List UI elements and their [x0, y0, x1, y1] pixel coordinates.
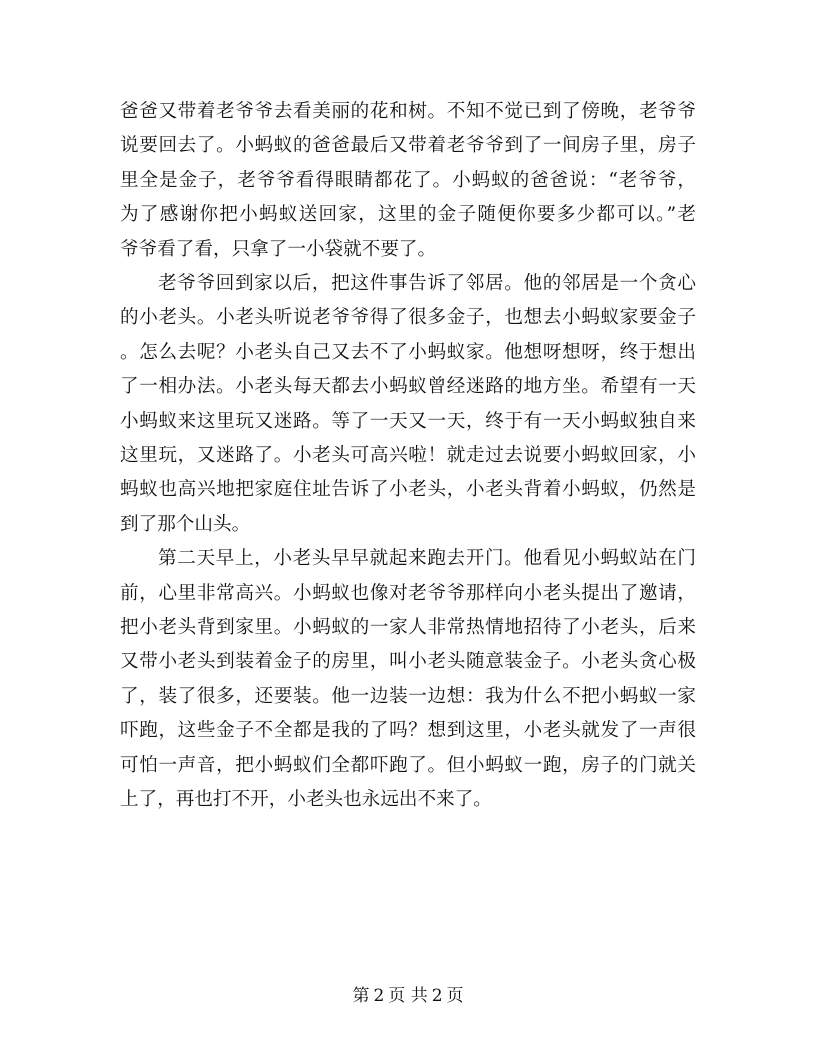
paragraph-line: 可怕一声音，把小蚂蚁们全都吓跑了。但小蚂蚁一跑，房子的门就关 — [120, 754, 696, 776]
paragraph-line: 爷爷看了看，只拿了一小袋就不要了。 — [120, 238, 437, 260]
footer-middle: 页 共 — [388, 986, 428, 1006]
footer-prefix: 第 — [352, 986, 370, 1006]
paragraph-line: 这里玩，又迷路了。小老头可高兴啦！就走过去说要小蚂蚁回家，小 — [120, 445, 696, 466]
paragraph-line: 里全是金子，老爷爷看得眼睛都花了。小蚂蚁的爸爸说：“老爷爷， — [120, 169, 696, 191]
paragraph-line: 。怎么去呢？小老头自己又去不了小蚂蚁家。他想呀想呀，终于想出 — [120, 341, 696, 363]
footer-page-number: 2 — [373, 986, 385, 1006]
paragraph-line: 前，心里非常高兴。小蚂蚁也像对老爷爷那样向小老头提出了邀请， — [120, 582, 696, 604]
paragraph-line: 了一相办法。小老头每天都去小蚂蚁曾经迷路的地方坐。希望有一天 — [120, 376, 696, 398]
paragraph-line: 爸爸又带着老爷爷去看美丽的花和树。不知不觉已到了傍晚，老爷爷 — [120, 101, 696, 122]
paragraph-line: 把小老头背到家里。小蚂蚁的一家人非常热情地招待了小老头，后来 — [120, 617, 696, 638]
paragraph-line: 蚂蚁也高兴地把家庭住址告诉了小老头，小老头背着小蚂蚁，仍然是 — [120, 479, 696, 501]
paragraph-line: 又带小老头到装着金子的房里，叫小老头随意装金子。小老头贪心极 — [120, 651, 696, 673]
paragraph-line: 老爷爷回到家以后，把这件事告诉了邻居。他的邻居是一个贪心 — [158, 273, 696, 294]
paragraph-line: 第二天早上，小老头早早就起来跑去开门。他看见小蚂蚁站在门 — [158, 548, 696, 570]
paragraph-line: 了，装了很多，还要装。他一边装一边想：我为什么不把小蚂蚁一家 — [120, 685, 696, 707]
paragraph-line: 吓跑，这些金子不全都是我的了吗？想到这里，小老头就发了一声很 — [120, 720, 696, 742]
paragraph-line: 上了，再也打不开，小老头也永远出不来了。 — [120, 789, 492, 810]
paragraph-line: 说要回去了。小蚂蚁的爸爸最后又带着老爷爷到了一间房子里，房子 — [120, 135, 696, 157]
footer-total-pages: 2 — [431, 986, 443, 1006]
paragraph-line: 为了感谢你把小蚂蚁送回家，这里的金子随便你要多少都可以。”老 — [120, 204, 696, 226]
footer-suffix: 页 — [446, 986, 464, 1006]
page-footer — [0, 983, 816, 1009]
paragraph-line: 到了那个山头。 — [120, 513, 251, 535]
paragraph-line: 小蚂蚁来这里玩又迷路。等了一天又一天，终于有一天小蚂蚁独自来 — [120, 410, 696, 432]
paragraph-line: 的小老头。小老头听说老爷爷得了很多金子，也想去小蚂蚁家要金子 — [120, 307, 696, 329]
